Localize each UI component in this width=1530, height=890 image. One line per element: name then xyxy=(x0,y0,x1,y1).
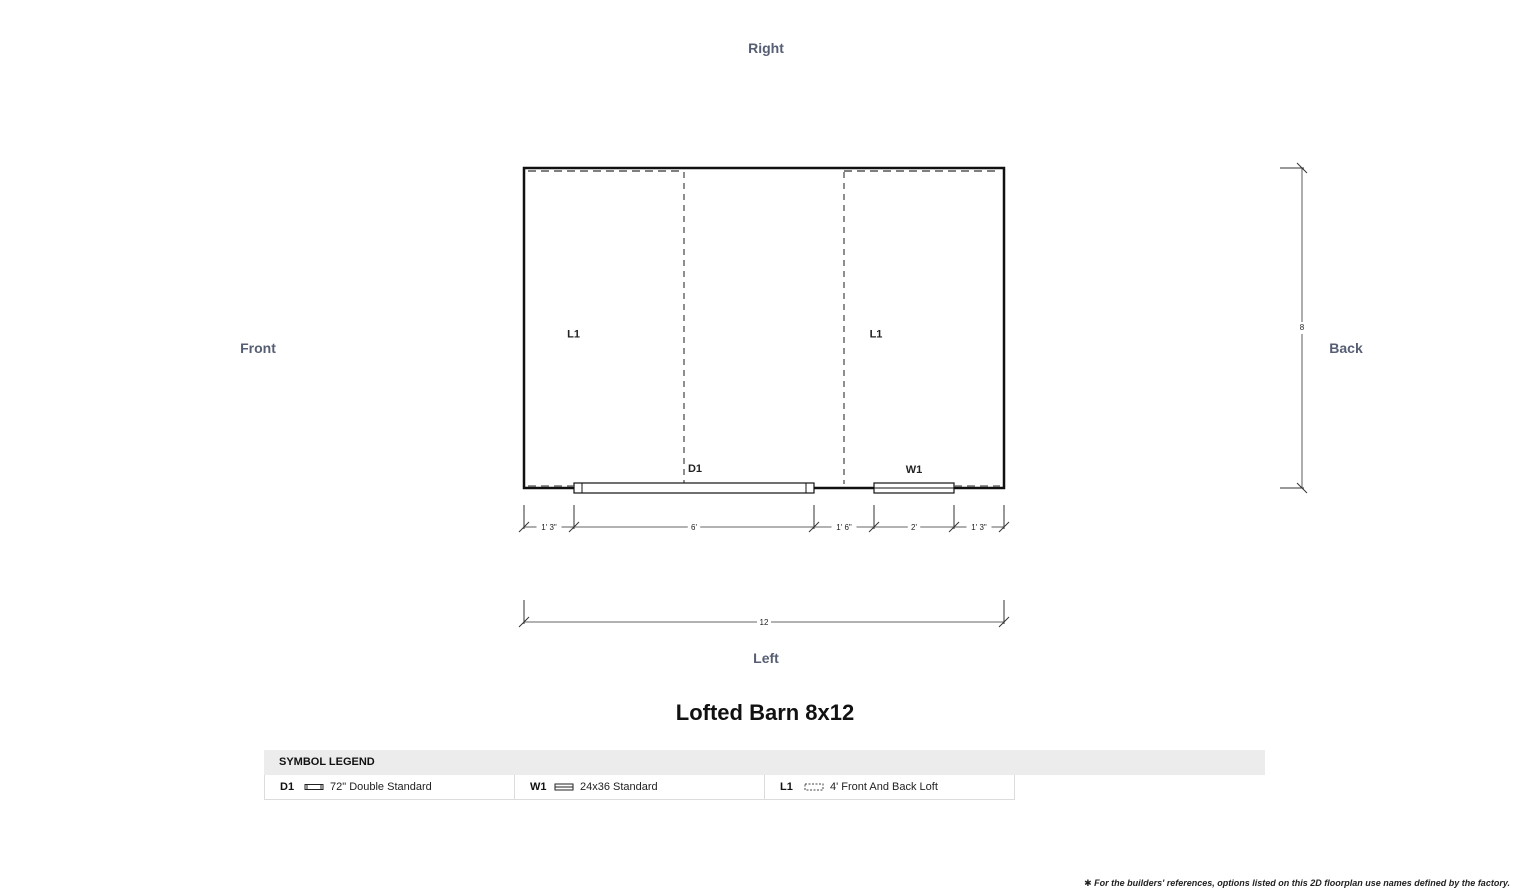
segment-label: 2' xyxy=(911,523,917,533)
side-label-back: Back xyxy=(1329,340,1363,356)
door-d1 xyxy=(574,483,814,493)
walls-group xyxy=(524,168,1004,488)
legend-item-d1 xyxy=(265,775,515,800)
builders-footnote: ✱ For the builders' references, options listed on this 2D floorplan use names defined by the factory. xyxy=(1084,878,1510,888)
loft-lines-group xyxy=(528,171,1000,484)
building-outline xyxy=(524,168,1004,488)
segment-label: 1' 3" xyxy=(971,523,987,533)
loft-symbol-icon xyxy=(804,783,824,791)
segment-label: 1' 6" xyxy=(836,523,852,533)
dimensions-group xyxy=(519,163,1307,627)
window-label-w1: W1 xyxy=(905,463,923,476)
segment-label: 1' 3" xyxy=(541,523,557,533)
legend-code: L1 xyxy=(780,781,793,793)
overall-width-label: 12 xyxy=(759,618,769,628)
symbol-legend xyxy=(264,750,1265,800)
window-symbol-icon xyxy=(554,783,574,791)
legend-desc: 72" Double Standard xyxy=(330,781,432,793)
door-symbol-icon xyxy=(304,783,324,791)
legend-row xyxy=(264,775,1015,800)
plan-title: Lofted Barn 8x12 xyxy=(675,700,855,725)
side-label-front: Front xyxy=(240,340,276,356)
loft-label-back: L1 xyxy=(869,328,883,341)
segment-label: 6' xyxy=(691,523,697,533)
side-label-left: Left xyxy=(753,650,779,666)
side-label-right: Right xyxy=(748,40,784,56)
legend-item-w1 xyxy=(515,775,765,800)
door-label-d1: D1 xyxy=(687,462,703,475)
legend-desc: 4' Front And Back Loft xyxy=(830,781,938,793)
legend-code: W1 xyxy=(530,781,547,793)
openings-group xyxy=(528,463,1000,493)
loft-label-front: L1 xyxy=(567,328,581,341)
legend-item-l1 xyxy=(765,775,1015,800)
legend-header: SYMBOL LEGEND xyxy=(264,750,1265,775)
legend-desc: 24x36 Standard xyxy=(580,781,658,793)
legend-code: D1 xyxy=(280,781,295,793)
depth-label: 8 xyxy=(1299,323,1305,333)
